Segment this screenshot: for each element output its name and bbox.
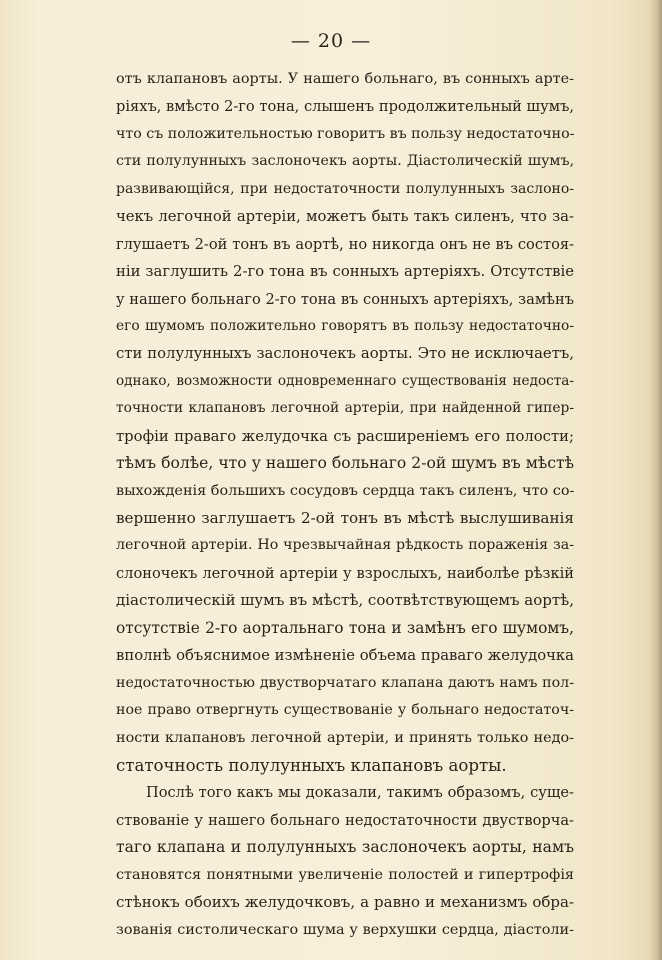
text-line: тѣмъ болѣе, что у нашего больнаго 2-ой шумъ въ мѣстѣ (116, 454, 574, 473)
text-line: слоночекъ легочной артеріи у взрослыхъ, наиболѣе рѣзкій (116, 564, 574, 582)
text-line: зованія систолическаго шума у верхушки сердца, діастоли- (116, 921, 574, 938)
text-line: ріяхъ, вмѣсто 2-го тона, слышенъ продолжительный шумъ, (116, 98, 574, 116)
text-line: сти полулунныхъ заслоночекъ аорты. Это не исключаетъ, (116, 345, 574, 363)
text-line: чекъ легочной артеріи, можетъ быть такъ силенъ, что за- (116, 208, 574, 226)
text-line: ное право отвергнуть существованіе у больнаго недостаточ- (116, 702, 574, 719)
paragraph-end-line: статочность полулунныхъ клапановъ аорты. (116, 755, 507, 775)
text-line: у нашего больнаго 2-го тона въ сонныхъ артеріяхъ, замѣнъ (116, 290, 574, 308)
paragraph-start-line: Послѣ того какъ мы доказали, такимъ образомъ, суще- (146, 784, 574, 802)
text-line: глушаетъ 2-ой тонъ въ аортѣ, но никогда онъ не въ состоя- (116, 235, 574, 253)
text-line: однако, возможности одновременнаго существованія недоста- (116, 372, 574, 389)
page-number: — 20 — (290, 30, 372, 52)
text-line: развивающійся, при недостаточности полулунныхъ заслоно- (116, 180, 574, 197)
text-line: стѣнокъ обоихъ желудочковъ, а равно и механизмъ обра- (116, 893, 574, 912)
text-line: ніи заглушить 2-го тона въ сонныхъ артеріяхъ. Отсутствіе (116, 263, 574, 281)
text-line: его шумомъ положительно говорятъ въ пользу недостаточно- (116, 317, 574, 334)
text-line: сти полулунныхъ заслоночекъ аорты. Діастолическій шумъ, (116, 153, 574, 170)
body-text (116, 66, 574, 944)
text-line: точности клапановъ легочной артеріи, при найденной гипер- (116, 400, 574, 417)
text-line: недостаточностью двустворчатаго клапана даютъ намъ пол- (116, 674, 574, 691)
text-line: вполнѣ объяснимое измѣненіе объема праваго желудочка (116, 647, 574, 665)
text-line: легочной артеріи. Но чрезвычайная рѣдкость пораженія за- (116, 537, 574, 554)
text-line: ности клапановъ легочной артеріи, и принять только недо- (116, 729, 574, 746)
text-line: отъ клапановъ аорты. У нашего больнаго, въ сонныхъ арте- (116, 71, 574, 87)
text-line: таго клапана и полулунныхъ заслоночекъ аорты, намъ (116, 838, 574, 857)
text-line: что съ положительностью говоритъ въ пользу недостаточно- (116, 125, 574, 142)
text-line: трофіи праваго желудочка съ расширеніемъ его полости; (116, 427, 574, 445)
text-line: отсутствіе 2-го аортальнаго тона и замѣнъ его шумомъ, (116, 618, 574, 637)
text-line: ствованіе у нашего больнаго недостаточности двустворча- (116, 811, 574, 829)
text-line: становятся понятными увеличеніе полостей и гипертрофія (116, 866, 574, 883)
text-line: выхожденія большихъ сосудовъ сердца такъ силенъ, что со- (116, 482, 574, 499)
text-line: вершенно заглушаетъ 2-ой тонъ въ мѣстѣ выслушиванія (116, 509, 574, 527)
page-edge-shadow (648, 0, 662, 960)
text-line: діастолическій шумъ въ мѣстѣ, соотвѣтствующемъ аортѣ, (116, 591, 574, 610)
